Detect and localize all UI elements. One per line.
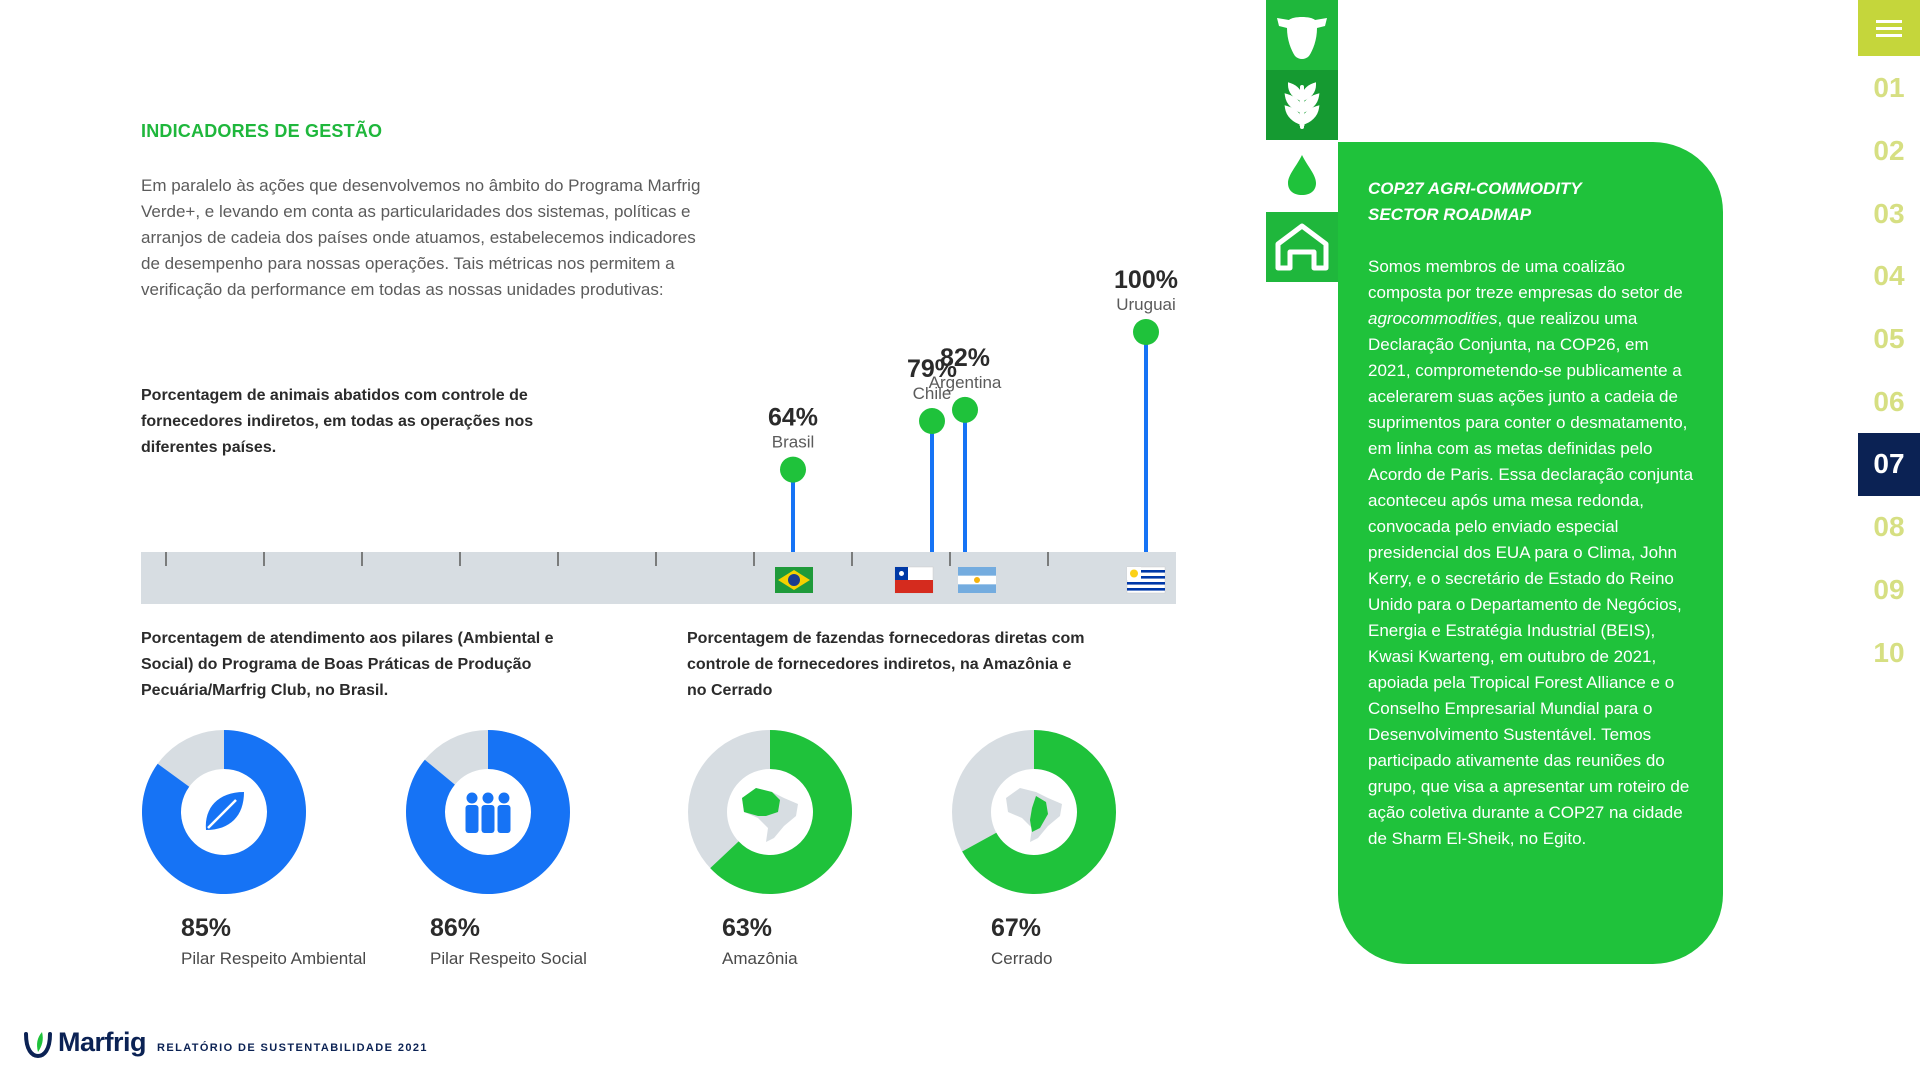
- hamburger-menu-icon: [1876, 18, 1902, 38]
- donut-value-label: 67%: [991, 914, 1042, 942]
- donut-value-label: 63%: [722, 914, 773, 942]
- donut-value-label: 85%: [181, 914, 232, 942]
- point-uruguai: [1133, 319, 1159, 345]
- cop27-info-card: [1338, 142, 1723, 964]
- farms-caption: Porcentagem de fazendas fornecedoras diretas com controle de fornecedores indiretos, na Amazônia e no Cerrado: [687, 630, 1085, 699]
- chapter-link-02[interactable]: 02: [1873, 135, 1905, 167]
- lollipop-chart: [0, 0, 1200, 620]
- people-icon: [466, 793, 511, 834]
- chapter-link-06[interactable]: 06: [1873, 385, 1905, 417]
- tile-house[interactable]: [1266, 212, 1338, 282]
- value-label: 64%: [767, 403, 819, 432]
- flag-brazil-icon: [775, 567, 813, 593]
- flag-argentina-icon: [958, 567, 996, 593]
- tile-wheat[interactable]: [1266, 70, 1338, 140]
- timeline-bar: [141, 552, 1176, 604]
- chapter-link-03[interactable]: 03: [1873, 197, 1905, 229]
- donut-category-label: Pilar Respeito Social: [430, 949, 587, 968]
- donut-value-label: 86%: [430, 914, 481, 942]
- chapter-link-09[interactable]: 09: [1873, 573, 1905, 605]
- menu-button[interactable]: [1858, 0, 1920, 56]
- marfrig-logo-icon: [22, 1028, 54, 1058]
- chapter-nav: [1858, 57, 1920, 684]
- flag-chile-icon: [895, 567, 933, 593]
- chapter-link-05[interactable]: 05: [1873, 323, 1905, 355]
- cow-icon: [1271, 4, 1333, 66]
- card-body: Somos membros de uma coalizão composta por treze empresas do setor de agrocommodities, que realizou uma Declaração Conjunta, na COP26, em 2021, comprometendo-se publicamente a acelerarem suas ações junto a cadeia de suprimentos para conter o desmatamento, em linha com as metas definidas pelo Acordo de Paris. Essa declaração conjunta aconteceu após uma mesa redonda, convocada pelo enviado especial presidencial dos EUA para o Clima, John Kerry, e o secretário de Estado do Reino Unido para o Departamento de Negócios, Energia e Estratégia Industrial (BEIS), Kwasi Kwarteng, em outubro de 2021, apoiada pela Tropical Forest Alliance e o Conselho Empresarial Mundial para o Desenvolvimento Sustentável. Temos participado ativamente das reuniões do grupo, que visa a apresentar um roteiro de ação coletiva durante a COP27 na cidade de Sharm El-Sheik, no Egito.: [1368, 257, 1694, 848]
- water-drop-icon: [1284, 153, 1320, 197]
- chapter-link-07[interactable]: 07: [1858, 433, 1920, 496]
- value-label: 100%: [1114, 266, 1178, 294]
- point-argentina: [952, 397, 978, 423]
- intro-paragraph: Em paralelo às ações que desenvolvemos no âmbito do Programa Marfrig Verde+, e levando em conta as particularidades dos sistemas, políticas e arranjos de cadeia dos países onde atuamos, estabelecemos indicadores de desempenho para nossas operações. Tais métricas nos permitem a verificação da performance em todas as nossas unidades produtivas:: [141, 176, 701, 299]
- point-brasil: [780, 457, 806, 483]
- category-label: Uruguai: [1116, 295, 1176, 314]
- chapter-link-04[interactable]: 04: [1873, 260, 1905, 292]
- flag-uruguay-icon: [1127, 567, 1165, 593]
- chapter-link-01[interactable]: 01: [1873, 72, 1905, 104]
- brand-name: Marfrig: [58, 1027, 147, 1057]
- pillars-caption: Porcentagem de atendimento aos pilares (Ambiental e Social) do Programa de Boas Práticas de Produção Pecuária/Marfrig Club, no Brasil.: [141, 630, 554, 699]
- tile-cow[interactable]: [1266, 0, 1338, 70]
- donut-category-label: Amazônia: [722, 949, 798, 968]
- lollipop-chart-caption: Porcentagem de animais abatidos com controle de fornecedores indiretos, em todas as operações nos diferentes países.: [141, 387, 534, 456]
- donut-category-label: Cerrado: [991, 949, 1053, 968]
- chapter-link-10[interactable]: 10: [1873, 636, 1905, 668]
- marfrig-logo[interactable]: [22, 1027, 146, 1058]
- value-label: 82%: [939, 343, 991, 372]
- donut-category-label: Pilar Respeito Ambiental: [181, 949, 367, 968]
- section-title: INDICADORES DE GESTÃO: [141, 121, 383, 141]
- category-label: Chile: [912, 384, 952, 404]
- tile-water[interactable]: [1266, 140, 1338, 210]
- card-title: COP27 AGRI-COMMODITY SECTOR ROADMAP: [1368, 179, 1582, 224]
- house-icon: [1274, 222, 1330, 272]
- category-label: Brasil: [771, 432, 815, 452]
- report-title: RELATÓRIO DE SUSTENTABILIDADE 2021: [157, 1042, 428, 1054]
- chapter-link-08[interactable]: 08: [1873, 511, 1905, 543]
- value-label: 79%: [906, 355, 958, 384]
- wheat-icon: [1274, 77, 1330, 133]
- category-label: Argentina: [928, 372, 1002, 392]
- point-chile: [919, 408, 945, 434]
- donut-charts: [0, 700, 1200, 1000]
